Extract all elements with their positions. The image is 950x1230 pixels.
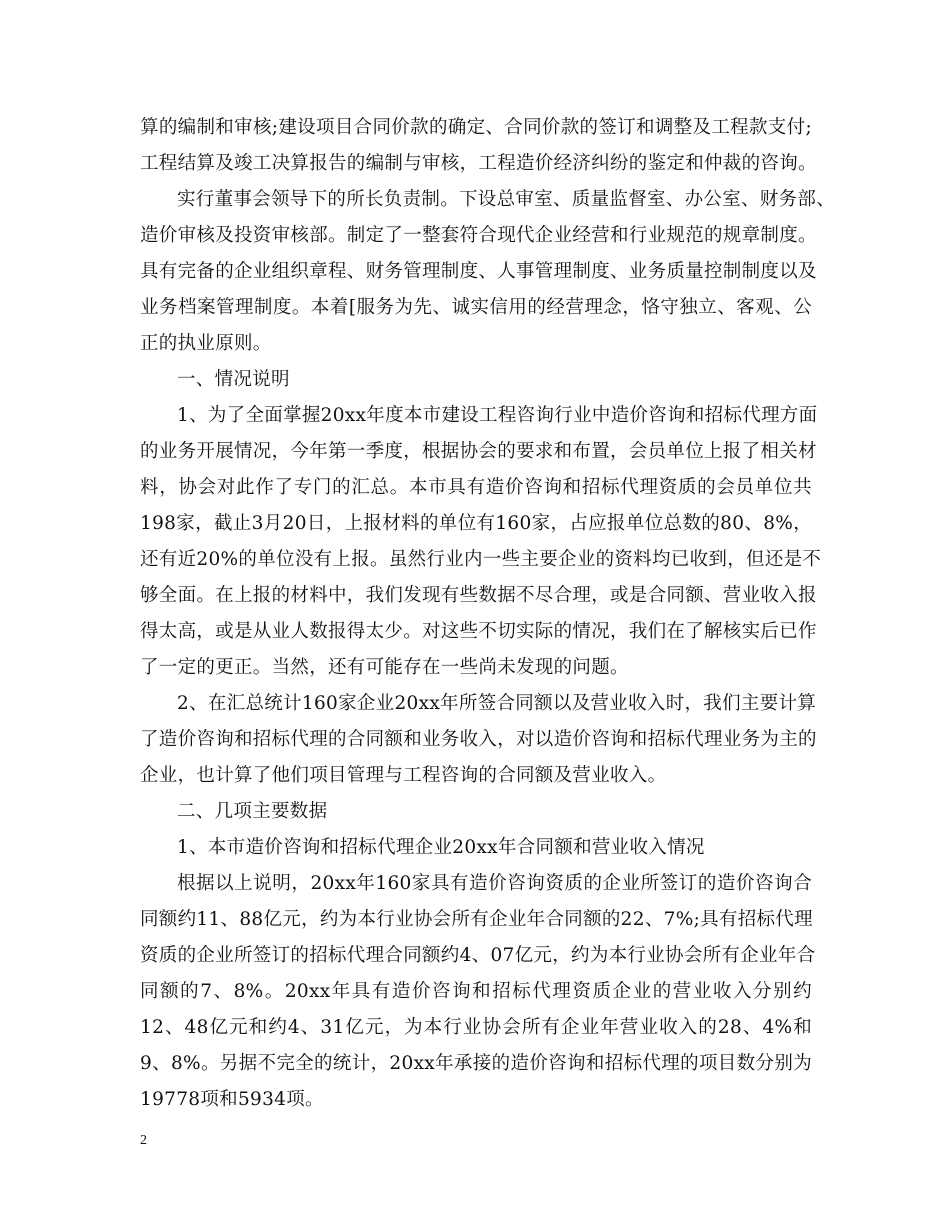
paragraph-line: 还有近20%的单位没有上报。虽然行业内一些主要企业的资料均已收到，但还是不 [140,549,822,570]
paragraph-line: 同额约11、88亿元，约为本行业协会所有企业年合同额的22、7%;具有招标代理 [140,909,813,930]
paragraph-line: 同额的7、8%。20xx年具有造价咨询和招标代理资质企业的营业收入分别约 [140,981,812,1002]
paragraph-line: 根据以上说明，20xx年160家具有造价咨询资质的企业所签订的造价咨询合 [177,873,812,894]
paragraph-line: 的业务开展情况，今年第一季度，根据协会的要求和布置，会员单位上报了相关材 [140,441,817,462]
paragraph-line: 造价审核及投资审核部。制定了一整套符合现代企业经营和行业规范的规章制度。 [140,225,817,246]
paragraph-line: 料，协会对此作了专门的汇总。本市具有造价咨询和招标代理资质的会员单位共 [140,477,812,498]
paragraph-line: 正的执业原则。 [140,333,272,354]
paragraph-line: 实行董事会领导下的所长负责制。下设总审室、质量监督室、办公室、财务部、 [177,189,836,210]
paragraph-line: 了一定的更正。当然，还有可能存在一些尚未发现的问题。 [140,657,629,678]
paragraph-line: 工程结算及竣工决算报告的编制与审核，工程造价经济纠纷的鉴定和仲裁的咨询。 [140,153,817,174]
paragraph-line: 198家，截止3月20日，上报材料的单位有160家，占应报单位总数的80、8%， [140,513,812,534]
paragraph-line: 具有完备的企业组织章程、财务管理制度、人事管理制度、业务质量控制制度以及 [140,261,817,282]
paragraph-line: 2、在汇总统计160家企业20xx年所签合同额以及营业收入时，我们主要计算 [177,693,817,714]
paragraph-line: 1、为了全面掌握20xx年度本市建设工程咨询行业中造价咨询和招标代理方面 [177,405,818,426]
subsection-heading: 1、本市造价咨询和招标代理企业20xx年合同额和营业收入情况 [177,837,705,858]
paragraph-line: 9、8%。另据不完全的统计，20xx年承接的造价咨询和招标代理的项目数分别为 [140,1053,812,1074]
paragraph-line: 算的编制和审核;建设项目合同价款的确定、合同价款的签订和调整及工程款支付; [140,117,812,138]
paragraph-line: 够全面。在上报的材料中，我们发现有些数据不尽合理，或是合同额、营业收入报 [140,585,817,606]
paragraph-line: 12、48亿元和约4、31亿元，为本行业协会所有企业年营业收入的28、4%和 [140,1017,812,1038]
page-number: 2 [140,1133,147,1148]
paragraph-line: 企业，也计算了他们项目管理与工程咨询的合同额及营业收入。 [140,765,667,786]
document-body [140,110,836,1118]
paragraph-line: 了造价咨询和招标代理的合同额和业务收入，对以造价咨询和招标代理业务为主的 [140,729,817,750]
section-heading: 二、几项主要数据 [177,801,328,822]
paragraph-line: 得太高，或是从业人数报得太少。对这些不切实际的情况，我们在了解核实后已作 [140,621,817,642]
paragraph-line: 资质的企业所签订的招标代理合同额约4、07亿元，约为本行业协会所有企业年合 [140,945,816,966]
paragraph-line: 业务档案管理制度。本着[服务为先、诚实信用的经营理念，恪守独立、客观、公 [140,297,812,318]
paragraph-line: 19778项和5934项。 [140,1089,324,1110]
section-heading: 一、情况说明 [177,369,290,390]
